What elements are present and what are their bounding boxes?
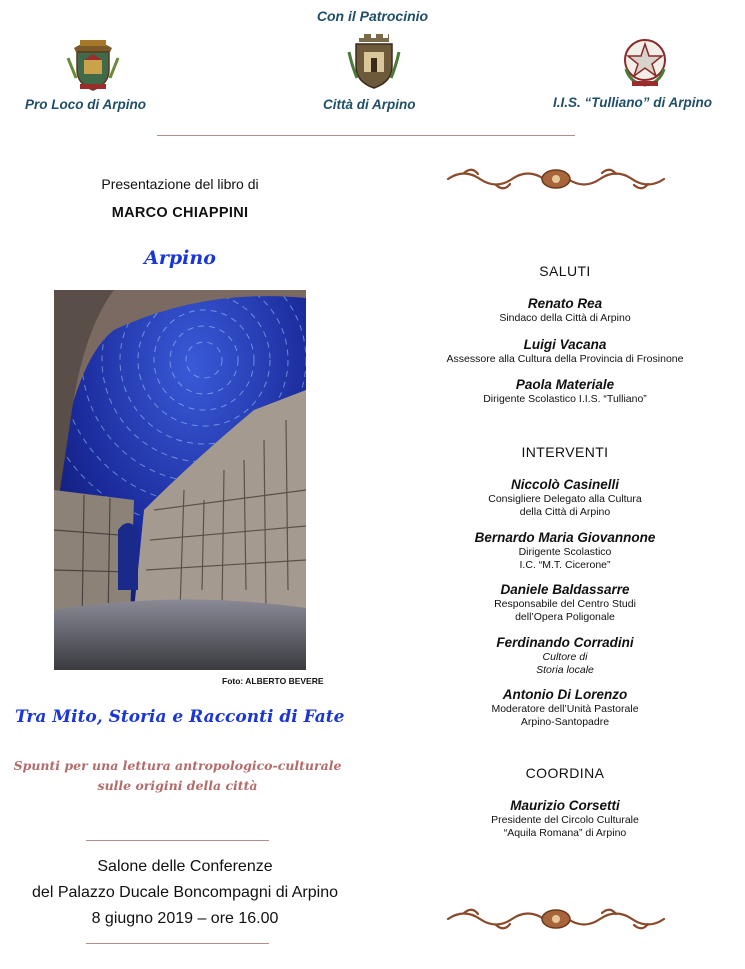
speaker-role: Responsabile del Centro Studi [494, 598, 636, 610]
speaker-renato-rea [410, 295, 720, 325]
speaker-name: Antonio Di Lorenzo [502, 687, 628, 702]
ornament-bottom-icon [444, 904, 668, 934]
speaker-luigi-vacana [410, 336, 720, 366]
speaker-paola-materiale [410, 376, 720, 406]
speaker-name: Paola Materiale [515, 377, 615, 392]
speaker-name: Luigi Vacana [523, 337, 607, 352]
speaker-bernardo-giovannone [410, 529, 720, 572]
book-subtitle: Tra Mito, Storia e Racconti di Fate [15, 707, 345, 727]
venue-palace: del Palazzo Ducale Boncompagni di Arpino [32, 884, 338, 901]
speaker-role: Storia locale [536, 664, 594, 676]
cover-photo [54, 290, 306, 670]
sponsor-city: Città di Arpino [323, 97, 416, 112]
speaker-role: Presidente del Circolo Culturale [491, 814, 639, 826]
speaker-role: Cultore di [542, 651, 588, 663]
speaker-name: Maurizio Corsetti [510, 798, 620, 813]
speaker-role: Dirigente Scolastico I.I.S. “Tulliano” [483, 393, 647, 405]
speaker-role: dell’Opera Poligonale [515, 611, 615, 623]
speaker-role: Arpino-Santopadre [520, 716, 610, 728]
venue-divider-bottom [86, 943, 269, 944]
speaker-role: Moderatore dell’Unità Pastorale [491, 703, 639, 715]
italian-republic-emblem-icon [618, 33, 672, 91]
speaker-name: Daniele Baldassarre [500, 582, 630, 597]
speaker-role: “Aquila Romana” di Arpino [503, 827, 627, 839]
coordina-title: COORDINA [525, 765, 605, 781]
speaker-name: Niccolò Casinelli [510, 477, 620, 492]
sponsor-pro-loco: Pro Loco di Arpino [25, 97, 146, 112]
book-description [0, 756, 355, 796]
author-name: MARCO CHIAPPINI [111, 205, 249, 221]
speaker-daniele-baldassarre [410, 581, 720, 624]
speaker-name: Ferdinando Corradini [496, 635, 634, 650]
venue-info [0, 854, 370, 932]
presentation-label: Presentazione del libro di [101, 176, 259, 192]
book-title: Arpino [144, 247, 216, 269]
speaker-role: Sindaco della Città di Arpino [499, 312, 631, 324]
speaker-role: I.C. “M.T. Cicerone” [519, 559, 611, 571]
venue-divider-top [86, 840, 269, 841]
speaker-role: Consigliere Delegato alla Cultura [488, 493, 642, 505]
patronage-title: Con il Patrocinio [316, 8, 429, 24]
pro-loco-crest-icon [66, 34, 120, 92]
venue-hall: Salone delle Conferenze [97, 858, 273, 875]
ornament-top-icon [444, 164, 668, 194]
speaker-ferdinando-corradini [410, 634, 720, 677]
saluti-title: SALUTI [539, 263, 591, 279]
speaker-role: Assessore alla Cultura della Provincia di Frosinone [446, 353, 684, 365]
speaker-name: Renato Rea [527, 296, 603, 311]
speaker-antonio-di-lorenzo [410, 686, 720, 729]
speaker-name: Bernardo Maria Giovannone [474, 530, 656, 545]
book-description-line1: Spunti per una lettura antropologico-culturale [13, 758, 342, 773]
book-description-line2: sulle origini della città [97, 778, 258, 793]
photo-credit: Foto: ALBERTO BEVERE [222, 676, 324, 686]
speaker-role: Dirigente Scolastico [518, 546, 612, 558]
venue-date: 8 giugno 2019 – ore 16.00 [91, 910, 279, 927]
speaker-niccolo-casinelli [410, 476, 720, 519]
interventi-title: INTERVENTI [521, 444, 609, 460]
speaker-maurizio-corsetti [410, 797, 720, 840]
header-divider [157, 135, 575, 136]
city-crest-icon [347, 32, 401, 90]
speaker-role: della Città di Arpino [519, 506, 611, 518]
sponsor-school: I.I.S. “Tulliano” di Arpino [553, 95, 713, 110]
